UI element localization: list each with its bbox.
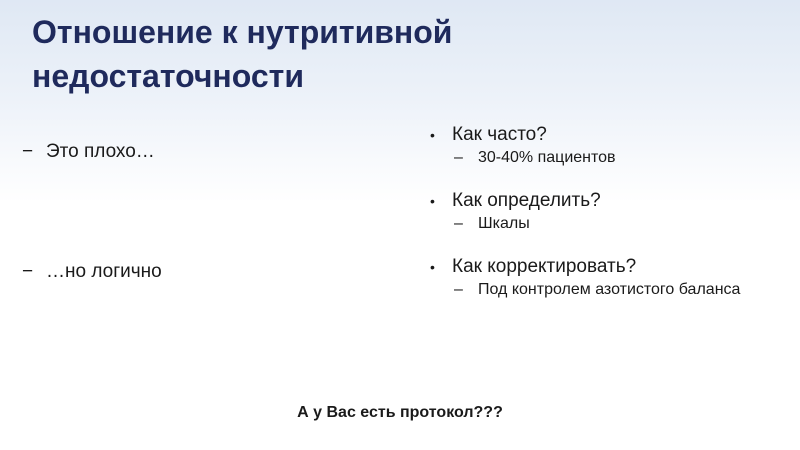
question-item	[430, 122, 780, 148]
answer-text: 30-40% пациентов	[478, 149, 616, 166]
question-item	[430, 188, 780, 214]
dash-marker: −	[22, 141, 34, 162]
bullet-icon: •	[430, 259, 435, 275]
spacer	[430, 234, 780, 254]
dash-marker: −	[22, 261, 34, 282]
dash-marker: –	[454, 281, 463, 298]
answer-item	[430, 148, 780, 168]
left-item-text: …но логично	[46, 261, 162, 282]
dash-marker: –	[454, 149, 463, 166]
answer-text: Под контролем азотистого баланса	[478, 281, 741, 298]
answer-item	[430, 280, 780, 300]
answer-item	[430, 214, 780, 234]
left-item	[22, 260, 162, 284]
question-label: Как корректировать?	[452, 256, 637, 277]
question-label: Как часто?	[452, 124, 547, 145]
bullet-icon: •	[430, 127, 435, 143]
left-item	[22, 140, 155, 164]
dash-marker: –	[454, 215, 463, 232]
question-item	[430, 254, 780, 280]
answer-text: Шкалы	[478, 215, 530, 232]
slide-title: Отношение к нутритивной недостаточности	[32, 14, 453, 94]
left-item-text: Это плохо…	[46, 141, 155, 162]
bullet-icon: •	[430, 193, 435, 209]
question-label: Как определить?	[452, 190, 601, 211]
footer-question: А у Вас есть протокол???	[297, 404, 503, 421]
right-column	[430, 122, 780, 300]
spacer	[430, 168, 780, 188]
